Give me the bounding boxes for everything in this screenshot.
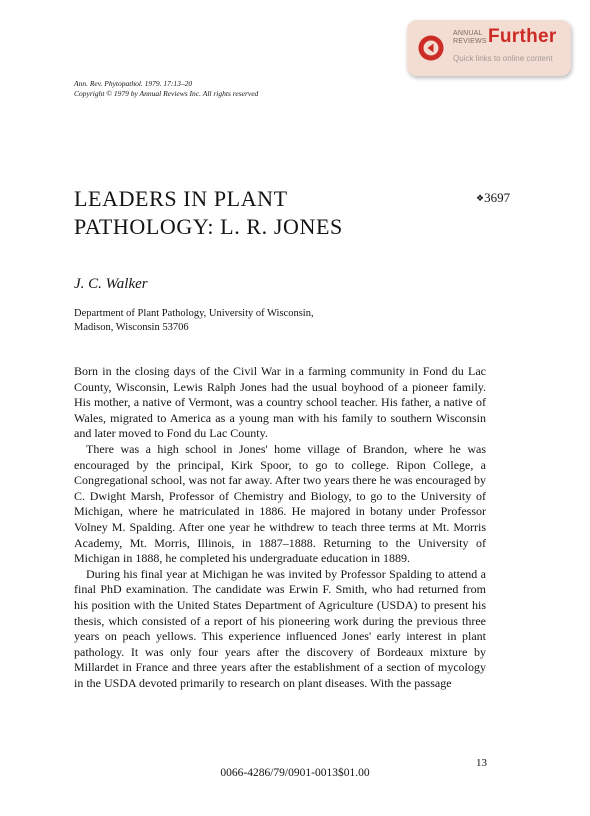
journal-reference: Ann. Rev. Phytopathol. 1979. 17:13–20: [74, 79, 193, 88]
badge-top-line: ANNUAL: [453, 30, 483, 37]
annual-reviews-further-badge[interactable]: [407, 20, 571, 76]
body-paragraph-3: During his final year at Michigan he was invited by Professor Spalding to attend a final PhD examination. The candidate was Erwin F. Smith, who had returned from his position with the United States Department of Agriculture (USDA) to present his thesis, which consisted of a report of his pioneering work during the previous three years on peach yellows. This experience influenced Jones' early interest in plant pathology. It was only four years after the discovery of Bordeaux mixture by Millardet in France and three years after the establishment of a section of mycology in the USDA devoted primarily to research on plant diseases. With the passage: [74, 566, 486, 690]
page-number: 13: [476, 757, 487, 769]
author-name: J. C. Walker: [74, 276, 148, 292]
footer-code: 0066-4286/79/0901-0013$01.00: [220, 767, 370, 779]
body-paragraph-1: Born in the closing days of the Civil War in a farming community in Fond du Lac County, Wisconsin, Lewis Ralph Jones had the usual boyhood of a pioneer family. His mother, a native of Vermont, was a country school teacher. His father, a native of Wales, migrated to America as a young man with his family to southern Wisconsin and later moved to Fond du Lac County.: [74, 364, 486, 441]
article-code: [476, 190, 510, 206]
play-arrow-icon: [418, 35, 444, 61]
badge-bottom-line: REVIEWS: [453, 37, 487, 45]
badge-tagline: Quick links to online content: [453, 54, 553, 63]
body-paragraph-2: There was a high school in Jones' home village of Brandon, where he was encouraged by the principal, Kirk Spoor, to go to college. Ripon College, a Congregational school, was not far away. After two years there he was encouraged by C. Dwight Marsh, Professor of Chemistry and Biology, to go to the University of Michigan, where he matriculated in 1886. He majored in botany under Professor Volney M. Spalding. After one year he withdrew to teach three terms at Mt. Morris Academy, Mt. Morris, Illinois, in 1887–1888. Returning to the University of Michigan in 1888, he completed his undergraduate education in 1889.: [74, 441, 486, 566]
title-line-1: LEADERS IN PLANT: [74, 186, 288, 211]
citation-block: [74, 79, 258, 99]
author-affiliation: [74, 307, 314, 335]
affiliation-line-1: Department of Plant Pathology, University of Wisconsin,: [74, 308, 314, 319]
article-body: [74, 364, 486, 691]
annual-reviews-wordmark: [453, 30, 487, 45]
article-code-number: 3697: [484, 190, 511, 205]
title-line-2: PATHOLOGY: L. R. JONES: [74, 214, 343, 239]
article-title: [74, 185, 343, 241]
badge-brand: Further: [488, 26, 557, 47]
copyright-line: Copyright © 1979 by Annual Reviews Inc. All rights reserved: [74, 89, 259, 98]
diamond-icon: ❖: [476, 193, 485, 203]
affiliation-line-2: Madison, Wisconsin 53706: [74, 322, 189, 333]
